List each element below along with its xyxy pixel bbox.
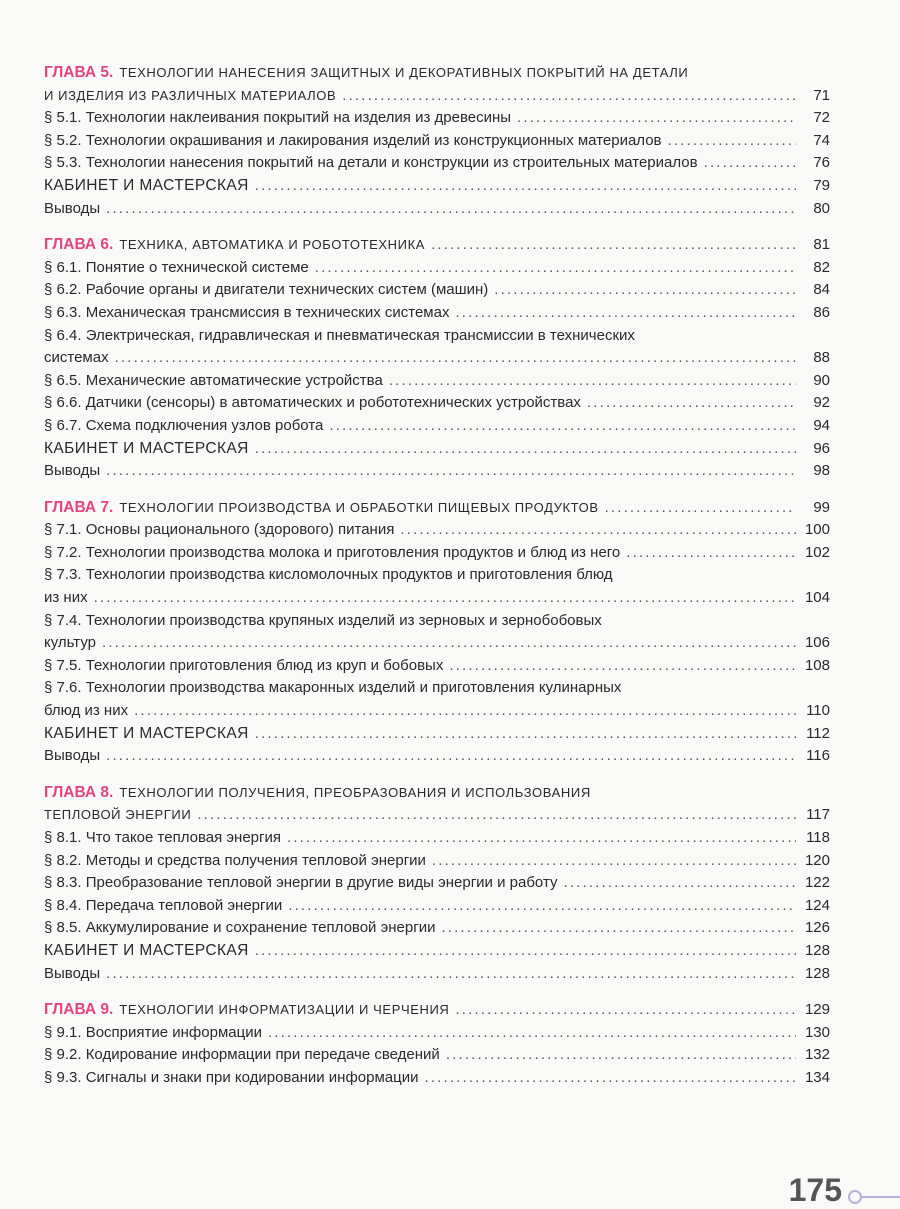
leader-dots xyxy=(315,257,796,280)
workshop-entry[interactable] xyxy=(44,940,830,963)
workshop-entry-title: КАБИНЕТ И МАСТЕРСКАЯ xyxy=(44,439,249,457)
page-ref: 74 xyxy=(813,131,830,149)
leader-dots xyxy=(400,519,796,542)
section-entry[interactable] xyxy=(44,895,830,918)
section-title: § 6.7. Схема подключения узлов робота xyxy=(44,416,324,434)
section-entry[interactable] xyxy=(44,347,830,370)
section-entry[interactable] xyxy=(44,1067,830,1090)
leader-dots xyxy=(255,438,796,461)
section-entry[interactable] xyxy=(44,1022,830,1045)
page-ref: 84 xyxy=(813,281,830,299)
section-title: из них xyxy=(44,589,88,607)
leader-dots xyxy=(106,963,796,986)
leader-dots xyxy=(255,175,796,198)
section-entry[interactable] xyxy=(44,279,830,302)
conclusions-entry-title: Выводы xyxy=(44,964,101,982)
section-entry[interactable] xyxy=(44,130,830,153)
chapter-title-line[interactable] xyxy=(44,62,830,85)
page-ref: 128 xyxy=(804,964,830,982)
section-entry[interactable] xyxy=(44,610,830,633)
section-entry[interactable] xyxy=(44,302,830,325)
chapter-title: И ИЗДЕЛИЯ ИЗ РАЗЛИЧНЫХ МАТЕРИАЛОВ xyxy=(44,87,337,103)
page-ref: 92 xyxy=(813,394,830,412)
leader-dots xyxy=(668,130,796,153)
chapter-title: ТЕПЛОВОЙ ЭНЕРГИИ xyxy=(44,807,192,823)
page-ref: 129 xyxy=(804,1001,830,1019)
section-entry[interactable] xyxy=(44,827,830,850)
chapter-block xyxy=(44,782,830,985)
leader-dots xyxy=(449,655,796,678)
section-entry[interactable] xyxy=(44,152,830,175)
leader-dots xyxy=(389,370,796,393)
chapter-title-line[interactable] xyxy=(44,497,830,520)
leader-dots xyxy=(115,347,796,370)
section-title: § 5.1. Технологии наклеивания покрытий на изделия из древесины xyxy=(44,109,512,127)
leader-dots xyxy=(329,415,796,438)
leader-dots xyxy=(94,587,796,610)
leader-dots xyxy=(197,804,796,827)
section-title: системах xyxy=(44,349,109,367)
section-title: § 8.2. Методы и средства получения тепловой энергии xyxy=(44,851,426,869)
page-ref: 79 xyxy=(813,176,830,194)
chapter-label: ГЛАВА 8. xyxy=(44,783,114,801)
leader-dots xyxy=(441,917,796,940)
page-ref: 98 xyxy=(813,462,830,480)
section-title: § 8.3. Преобразование тепловой энергии в другие виды энергии и работу xyxy=(44,874,558,892)
conclusions-entry[interactable] xyxy=(44,745,830,768)
section-title: § 5.2. Технологии окрашивания и лакирования изделий из конструкционных материалов xyxy=(44,131,662,149)
page-ref: 96 xyxy=(813,439,830,457)
section-title: § 5.3. Технологии нанесения покрытий на детали и конструкции из строительных материалов xyxy=(44,154,698,172)
page-ref: 112 xyxy=(806,724,830,742)
section-entry[interactable] xyxy=(44,542,830,565)
section-title: § 7.6. Технологии производства макаронных изделий и приготовления кулинарных xyxy=(44,679,622,697)
section-title: § 6.3. Механическая трансмиссия в технических системах xyxy=(44,303,450,321)
conclusions-entry[interactable] xyxy=(44,963,830,986)
leader-dots xyxy=(134,700,796,723)
page-ref: 110 xyxy=(806,702,830,720)
section-title: § 7.4. Технологии производства крупяных изделий из зерновых и зернобобовых xyxy=(44,611,602,629)
conclusions-entry[interactable] xyxy=(44,198,830,221)
section-entry[interactable] xyxy=(44,632,830,655)
page-ref: 108 xyxy=(804,656,830,674)
page-ref: 90 xyxy=(813,371,830,389)
leader-dots xyxy=(106,460,796,483)
page-ref: 100 xyxy=(804,521,830,539)
page-ref: 124 xyxy=(804,896,830,914)
chapter-block xyxy=(44,62,830,220)
section-entry[interactable] xyxy=(44,107,830,130)
leader-dots xyxy=(563,872,796,895)
conclusions-entry-title: Выводы xyxy=(44,199,101,217)
page-ref: 71 xyxy=(813,86,830,104)
page-ref: 94 xyxy=(813,416,830,434)
leader-dots xyxy=(494,279,796,302)
section-title: § 8.5. Аккумулирование и сохранение тепловой энергии xyxy=(44,919,436,937)
section-title: § 7.1. Основы рационального (здорового) питания xyxy=(44,521,395,539)
leader-dots xyxy=(704,152,796,175)
page-marker-line xyxy=(862,1196,900,1198)
page-ref: 80 xyxy=(813,199,830,217)
chapter-title: ТЕХНОЛОГИИ ПОЛУЧЕНИЯ, ПРЕОБРАЗОВАНИЯ И ИСПОЛЬЗОВАНИЯ xyxy=(119,784,591,800)
leader-dots xyxy=(255,940,796,963)
section-title: культур xyxy=(44,634,97,652)
leader-dots xyxy=(106,198,796,221)
leader-dots xyxy=(268,1022,796,1045)
section-entry[interactable] xyxy=(44,1044,830,1067)
chapter-title-line[interactable] xyxy=(44,85,830,108)
section-title: § 6.5. Механические автоматические устройства xyxy=(44,371,383,389)
page-ref: 122 xyxy=(804,874,830,892)
page-ref: 134 xyxy=(804,1068,830,1086)
leader-dots xyxy=(287,827,796,850)
page-ref: 132 xyxy=(804,1046,830,1064)
leader-dots xyxy=(605,497,796,520)
chapter-title: ТЕХНИКА, АВТОМАТИКА И РОБОТОТЕХНИКА xyxy=(119,237,426,253)
page-ref: 99 xyxy=(813,498,830,516)
conclusions-entry-title: Выводы xyxy=(44,462,101,480)
section-entry[interactable] xyxy=(44,325,830,348)
leader-dots xyxy=(517,107,796,130)
section-entry[interactable] xyxy=(44,677,830,700)
chapter-title-line[interactable] xyxy=(44,999,830,1022)
section-entry[interactable] xyxy=(44,415,830,438)
page-ref: 76 xyxy=(813,154,830,172)
conclusions-entry[interactable] xyxy=(44,460,830,483)
page-ref: 102 xyxy=(804,543,830,561)
page-ref: 72 xyxy=(813,109,830,127)
chapter-label: ГЛАВА 7. xyxy=(44,498,114,516)
section-entry[interactable] xyxy=(44,370,830,393)
page-ref: 118 xyxy=(806,829,830,846)
page-ref: 88 xyxy=(813,349,830,367)
leader-dots xyxy=(587,392,796,415)
section-title: § 9.2. Кодирование информации при передаче сведений xyxy=(44,1046,440,1064)
table-of-contents xyxy=(44,62,830,1104)
section-title: § 7.5. Технологии приготовления блюд из круп и бобовых xyxy=(44,656,444,674)
leader-dots xyxy=(455,999,796,1022)
section-entry[interactable] xyxy=(44,850,830,873)
leader-dots xyxy=(424,1067,796,1090)
leader-dots xyxy=(288,895,796,918)
chapter-block xyxy=(44,497,830,768)
leader-dots xyxy=(455,302,796,325)
leader-dots xyxy=(431,234,796,257)
section-entry[interactable] xyxy=(44,392,830,415)
chapter-block xyxy=(44,999,830,1089)
page-ref: 106 xyxy=(804,634,830,652)
section-title: § 8.1. Что такое тепловая энергия xyxy=(44,829,281,846)
page-ref: 82 xyxy=(813,258,830,276)
page-ref: 120 xyxy=(804,851,830,869)
workshop-entry[interactable] xyxy=(44,438,830,461)
chapter-title: ТЕХНОЛОГИИ НАНЕСЕНИЯ ЗАЩИТНЫХ И ДЕКОРАТИВНЫХ ПОКРЫТИЙ НА ДЕТАЛИ xyxy=(119,65,689,80)
chapter-label: ГЛАВА 9. xyxy=(44,1001,114,1019)
section-title: § 9.1. Восприятие информации xyxy=(44,1023,262,1041)
chapter-label: ГЛАВА 6. xyxy=(44,236,114,254)
section-title: § 6.4. Электрическая, гидравлическая и пневматическая трансмиссии в технических xyxy=(44,326,635,344)
conclusions-entry-title: Выводы xyxy=(44,747,101,765)
workshop-entry-title: КАБИНЕТ И МАСТЕРСКАЯ xyxy=(44,176,249,194)
section-title: § 6.1. Понятие о технической системе xyxy=(44,258,309,276)
page-ref: 104 xyxy=(804,589,830,607)
leader-dots xyxy=(102,632,796,655)
section-entry[interactable] xyxy=(44,917,830,940)
workshop-entry[interactable] xyxy=(44,723,830,746)
section-title: § 7.2. Технологии производства молока и приготовления продуктов и блюд из него xyxy=(44,543,621,561)
leader-dots xyxy=(106,745,796,768)
section-entry[interactable] xyxy=(44,655,830,678)
page-ref: 116 xyxy=(806,747,830,765)
page-ref: 117 xyxy=(806,806,830,824)
chapter-title: ТЕХНОЛОГИИ ПРОИЗВОДСТВА И ОБРАБОТКИ ПИЩЕВЫХ ПРОДУКТОВ xyxy=(119,499,599,515)
section-title: § 6.2. Рабочие органы и двигатели технических систем (машин) xyxy=(44,281,489,299)
workshop-entry-title: КАБИНЕТ И МАСТЕРСКАЯ xyxy=(44,941,249,959)
page-ref: 86 xyxy=(813,303,830,321)
chapter-label: ГЛАВА 5. xyxy=(44,64,114,81)
section-entry[interactable] xyxy=(44,587,830,610)
chapter-block xyxy=(44,234,830,483)
section-title: § 9.3. Сигналы и знаки при кодировании информации xyxy=(44,1068,419,1086)
page-ref: 126 xyxy=(804,919,830,937)
section-entry[interactable] xyxy=(44,519,830,542)
page-ref: 128 xyxy=(804,941,830,959)
chapter-title-line[interactable] xyxy=(44,804,830,827)
page-number: 175 xyxy=(788,1172,842,1208)
section-entry[interactable] xyxy=(44,700,830,723)
section-entry[interactable] xyxy=(44,872,830,895)
leader-dots xyxy=(432,850,796,873)
section-title: § 6.6. Датчики (сенсоры) в автоматических и робототехнических устройствах xyxy=(44,394,581,412)
page-marker-circle-icon xyxy=(848,1190,862,1204)
workshop-entry-title: КАБИНЕТ И МАСТЕРСКАЯ xyxy=(44,724,249,742)
leader-dots xyxy=(626,542,796,565)
section-entry[interactable] xyxy=(44,257,830,280)
leader-dots xyxy=(255,723,796,746)
leader-dots xyxy=(342,85,796,108)
section-title: § 8.4. Передача тепловой энергии xyxy=(44,896,283,914)
chapter-title-line[interactable] xyxy=(44,234,830,257)
page-ref: 81 xyxy=(813,236,830,254)
workshop-entry[interactable] xyxy=(44,175,830,198)
section-entry[interactable] xyxy=(44,564,830,587)
section-title: блюд из них xyxy=(44,702,129,720)
leader-dots xyxy=(446,1044,796,1067)
page-ref: 130 xyxy=(804,1023,830,1041)
chapter-title-line[interactable] xyxy=(44,782,830,805)
section-title: § 7.3. Технологии производства кисломолочных продуктов и приготовления блюд xyxy=(44,566,613,584)
chapter-title: ТЕХНОЛОГИИ ИНФОРМАТИЗАЦИИ И ЧЕРЧЕНИЯ xyxy=(119,1002,450,1018)
